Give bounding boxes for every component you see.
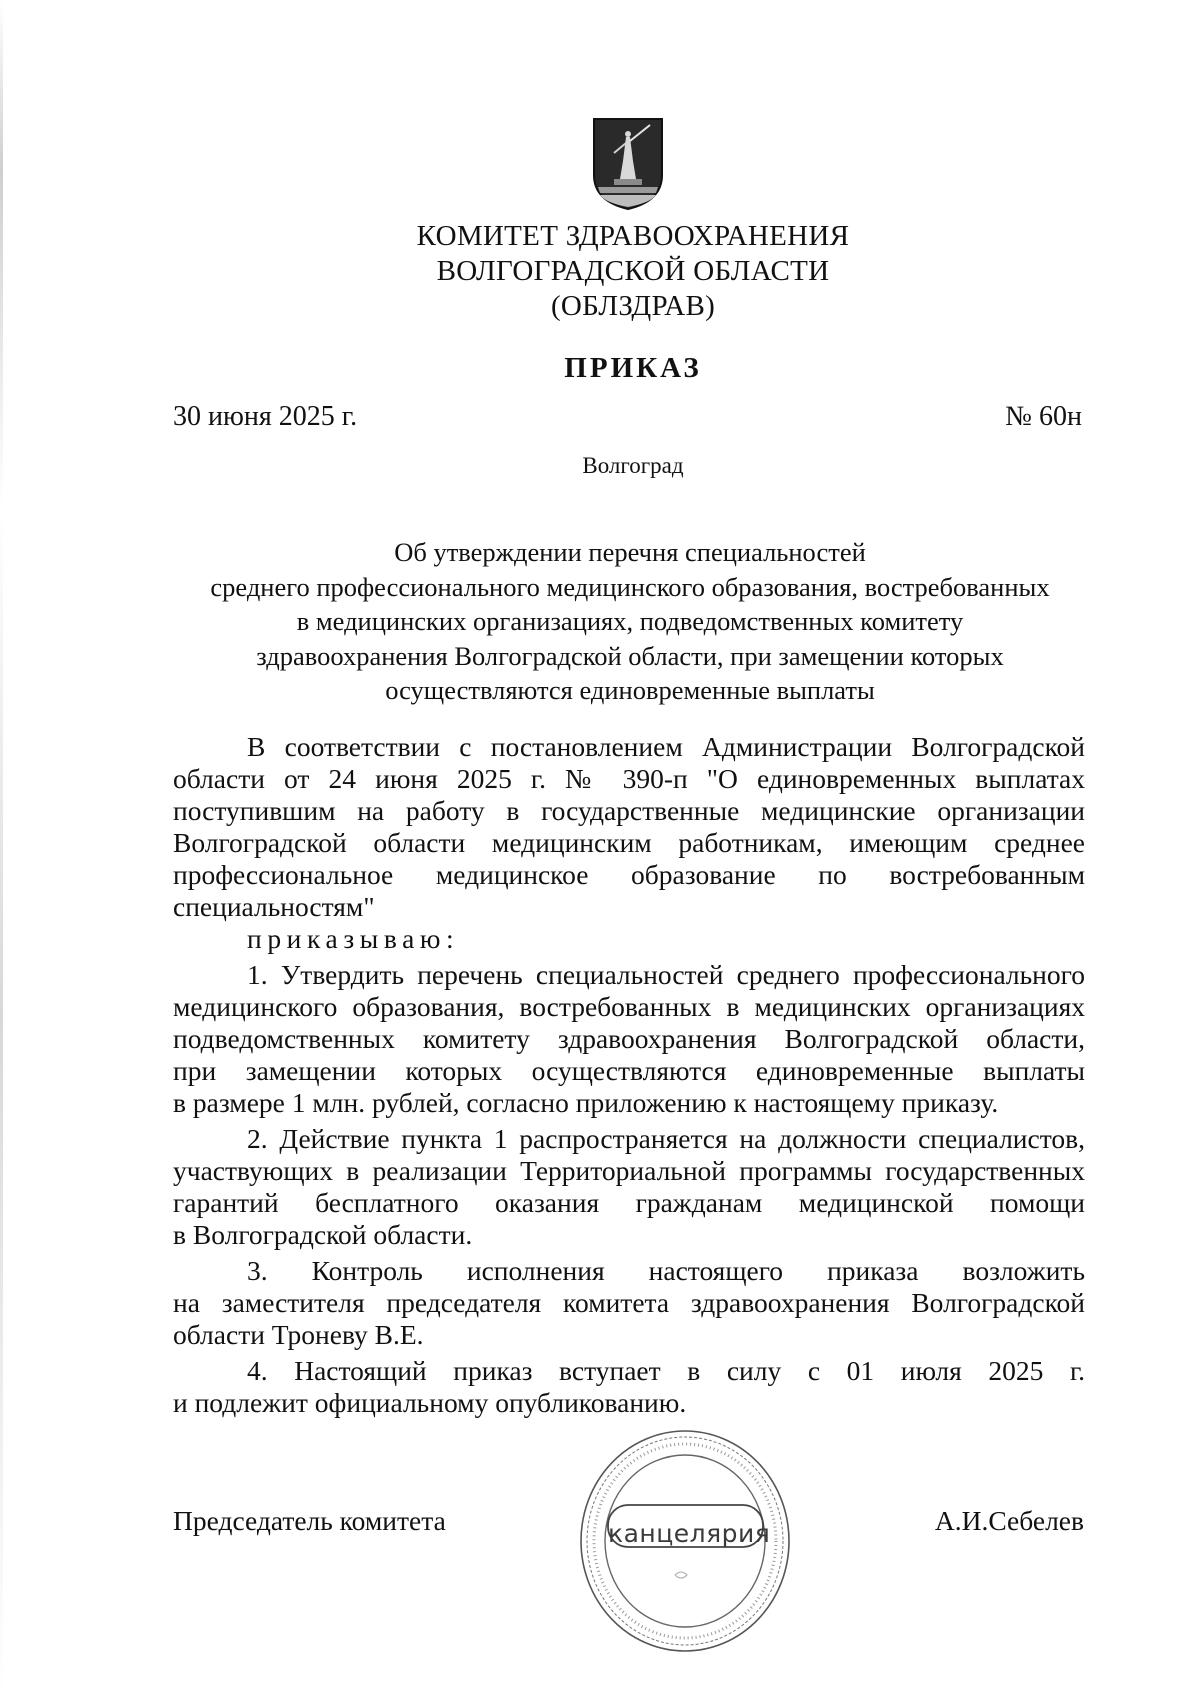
document-city: Волгоград	[582, 453, 684, 478]
preamble-line: В соответствии с постановлением Администрации Волгоградской	[247, 731, 1085, 762]
preamble-line: Волгоградской области медицинским работникам, имеющим среднее	[173, 827, 1085, 858]
subject-line: среднего профессионального медицинского образования, востребованных	[210, 571, 1050, 602]
item1-line: 1. Утвердить перечень специальностей среднего профессионального	[247, 959, 1085, 990]
item3-line: области Троневу В.Е.	[173, 1319, 424, 1350]
preamble-line: специальностям"	[173, 891, 375, 922]
stamp-text: канцелярия	[608, 1519, 771, 1548]
subject-line: в медицинских организациях, подведомственных комитету	[296, 606, 964, 636]
header-line-1: КОМИТЕТ ЗДРАВООХРАНЕНИЯ	[416, 220, 850, 252]
preamble-line: поступившим на работу в государственные медицинские организации	[173, 795, 1085, 826]
item1-line: при замещении которых осуществляются единовременные выплаты	[173, 1055, 1085, 1086]
item1-line: в размере 1 млн. рублей, согласно приложению к настоящему приказу.	[173, 1087, 999, 1118]
document-date: 30 июня 2025 г.	[173, 401, 358, 432]
order-word: приказываю:	[247, 923, 460, 954]
item4-line: 4. Настоящий приказ вступает в силу с 01 июля 2025 г.	[247, 1355, 1085, 1386]
signatory-name: А.И.Себелев	[934, 1505, 1084, 1536]
subject-line: здравоохранения Волгоградской области, при замещении которых	[256, 640, 1004, 671]
item1-line: медицинского образования, востребованных в медицинских организациях	[173, 991, 1085, 1022]
preamble-line: области от 24 июня 2025 г. № 390-п "О единовременных выплатах	[173, 763, 1085, 794]
item3-line: 3. Контроль исполнения настоящего приказа возложить	[247, 1255, 1085, 1286]
subject-line: осуществляются единовременные выплаты	[385, 675, 875, 705]
document-subject	[170, 535, 1090, 708]
item4-line: и подлежит официальному опубликованию.	[173, 1387, 687, 1418]
document-number: № 60н	[1005, 401, 1082, 432]
item3-line: на заместителя председателя комитета здравоохранения Волгоградской	[173, 1287, 1085, 1318]
coat-of-arms-icon	[590, 117, 666, 211]
signatory-position: Председатель комитета	[173, 1505, 446, 1536]
item1-line: подведомственных комитету здравоохранения Волгоградской области,	[173, 1023, 1085, 1054]
document-type: ПРИКАЗ	[564, 352, 702, 384]
subject-line: Об утверждении перечня специальностей	[394, 537, 866, 567]
header-line-2: ВОЛГОГРАДСКОЙ ОБЛАСТИ	[436, 255, 830, 287]
preamble-line: профессиональное медицинское образование по востребованным	[173, 859, 1085, 890]
item2-line: в Волгоградской области.	[173, 1219, 473, 1250]
item2-line: 2. Действие пункта 1 распространяется на должности специалистов,	[247, 1123, 1085, 1154]
header-line-3: (ОБЛЗДРАВ)	[550, 290, 716, 322]
item2-line: участвующих в реализации Территориальной программы государственных	[173, 1155, 1085, 1186]
item2-line: гарантий бесплатного оказания гражданам медицинской помощи	[173, 1187, 1085, 1218]
